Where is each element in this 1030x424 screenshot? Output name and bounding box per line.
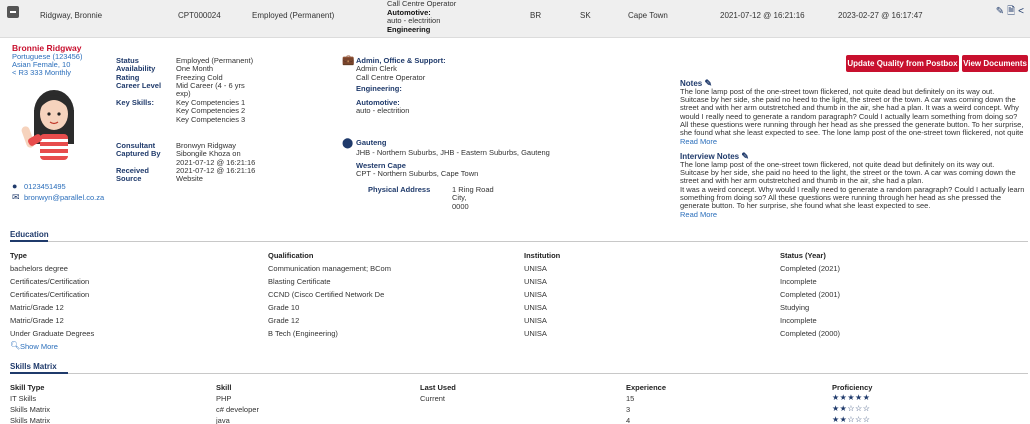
skills-matrix-title: Skills Matrix <box>10 362 57 371</box>
proficiency-stars: ★★☆☆☆ <box>832 415 871 424</box>
meta-values: Bronwyn Ridgway Sibongile Khoza on 2021-07-12 @ 16:21:16 <box>176 141 256 167</box>
received-labels: Received Source <box>116 166 149 184</box>
edu-header-institution: Institution <box>524 251 561 260</box>
physical-address: 1 Ring Road City, 0000 <box>452 185 494 211</box>
interview-notes-read-more-link[interactable]: Read More <box>680 209 718 219</box>
candidate-email[interactable]: bronwyn@parallel.co.za <box>24 193 105 202</box>
interview-notes-block: Interview Notes ✎ The lone lamp post of the one-street town flickered, not quite dead but definitely on its way out. Suitcase by her side, she paid no heed to the light, the street or the town. A car was coming down the street and with her arm outstretched and thumb in the air, she had a plan. It was a weird concept. Why would I really need to generate a random paragraph? Could I actually learn something from doing so? All these questions were running through her head as she pressed the generate button. To her surprise, she found what she least expected to see. Read More <box>680 151 1025 219</box>
collapse-icon[interactable] <box>7 6 19 18</box>
candidate-demographic: Asian Female, 10 <box>12 60 71 69</box>
location-pin-icon: ⬤ <box>342 138 354 149</box>
skills-header-skill: Skill <box>216 383 232 392</box>
skills-underline <box>10 372 68 374</box>
candidate-salary: < R3 333 Monthly <box>12 68 71 77</box>
row-city: Cape Town <box>628 11 668 20</box>
education-divider <box>10 241 1028 242</box>
locations-block: Gauteng JHB - Northern Suburbs, JHB - Eastern Suburbs, Gauteng Western Cape CPT - Northern Suburbs, Cape Town <box>356 138 550 178</box>
interview-notes-title: Interview Notes <box>680 152 740 161</box>
key-skills-label: Key Skills: <box>116 98 154 107</box>
row-ref: CPT000024 <box>178 11 221 20</box>
row-sectors: Call Centre Operator Automotive: auto - electrition Engineering <box>387 0 457 34</box>
physical-address-label: Physical Address <box>368 185 431 194</box>
received-values: 2021-07-12 @ 16:21:16 Website <box>176 166 256 184</box>
education-underline <box>10 240 48 242</box>
view-documents-button[interactable]: View Documents <box>962 55 1028 72</box>
edu-header-qualification: Qualification <box>268 251 314 260</box>
skills-header-proficiency: Proficiency <box>832 383 873 392</box>
skills-header-type: Skill Type <box>10 383 45 392</box>
document-icon[interactable]: 🗎 <box>1007 6 1016 17</box>
candidate-language: Portuguese (123456) <box>12 52 83 61</box>
row-status: Employed (Permanent) <box>252 11 335 20</box>
meta-labels: Consultant Captured By <box>116 141 161 159</box>
details-values: Employed (Permanent) One Month Freezing Cold Mid Career (4 - 6 yrs exp) <box>176 56 254 99</box>
proficiency-stars: ★★★★★ <box>832 393 871 402</box>
edit-interview-notes-icon[interactable]: ✎ <box>741 151 749 161</box>
email-icon: ✉ <box>12 192 20 202</box>
avatar <box>14 82 94 164</box>
proficiency-stars: ★★☆☆☆ <box>832 404 871 413</box>
row-code1: BR <box>530 11 542 20</box>
skills-header-experience: Experience <box>626 383 667 392</box>
notes-block: Notes ✎ The lone lamp post of the one-street town flickered, not quite dead but definitely on its way out. Suitcase by her side, she paid no heed to the light, the street or the town. A car was coming down the street and with her arm outstretched and thumb in the air, she had a plan. It was a weird concept. Why would I really need to generate a random paragraph? Could I actually learn something from doing so? All these questions were running through her head as she pressed the generate button. To her surprise, she found what she least expected to see. The lone lamp post of the one-street town flickered, not quite Read More <box>680 78 1024 146</box>
key-skills-list: Key Competencies 1 Key Competencies 2 Key Competencies 3 <box>176 98 246 124</box>
briefcase-icon: 💼 <box>342 55 355 66</box>
row-code2: SK <box>580 11 591 20</box>
share-icon[interactable]: < <box>1018 6 1024 17</box>
edit-notes-icon[interactable]: ✎ <box>704 78 713 88</box>
candidate-row[interactable] <box>0 0 1030 38</box>
edu-header-status: Status (Year) <box>780 251 826 260</box>
skills-divider <box>10 373 1028 374</box>
sectors-block: Admin, Office & Support: Admin Clerk Call Centre Operator Engineering: Automotive: auto - electrition <box>356 56 446 116</box>
edu-header-type: Type <box>10 251 27 260</box>
search-icon[interactable]: 🔍︎ <box>10 341 21 350</box>
edit-icon[interactable]: ✎ <box>995 6 1005 17</box>
details-block: Status Availability Rating Career Level <box>116 56 162 90</box>
row-date-updated: 2023-02-27 @ 16:17:47 <box>838 11 923 20</box>
notes-read-more-link[interactable]: Read More <box>680 136 718 146</box>
row-name[interactable]: Ridgway, Bronnie <box>40 11 103 20</box>
update-quality-button[interactable]: Update Quality from Postbox <box>846 55 959 72</box>
education-show-more-link[interactable]: Show More <box>20 342 58 351</box>
candidate-phone[interactable]: 0123451495 <box>24 182 66 191</box>
education-title: Education <box>10 230 49 239</box>
skills-header-last-used: Last Used <box>420 383 456 392</box>
candidate-name: Bronnie Ridgway <box>12 43 82 53</box>
phone-icon: ● <box>12 181 18 191</box>
row-date-captured: 2021-07-12 @ 16:21:16 <box>720 11 805 20</box>
notes-title: Notes <box>680 79 703 88</box>
